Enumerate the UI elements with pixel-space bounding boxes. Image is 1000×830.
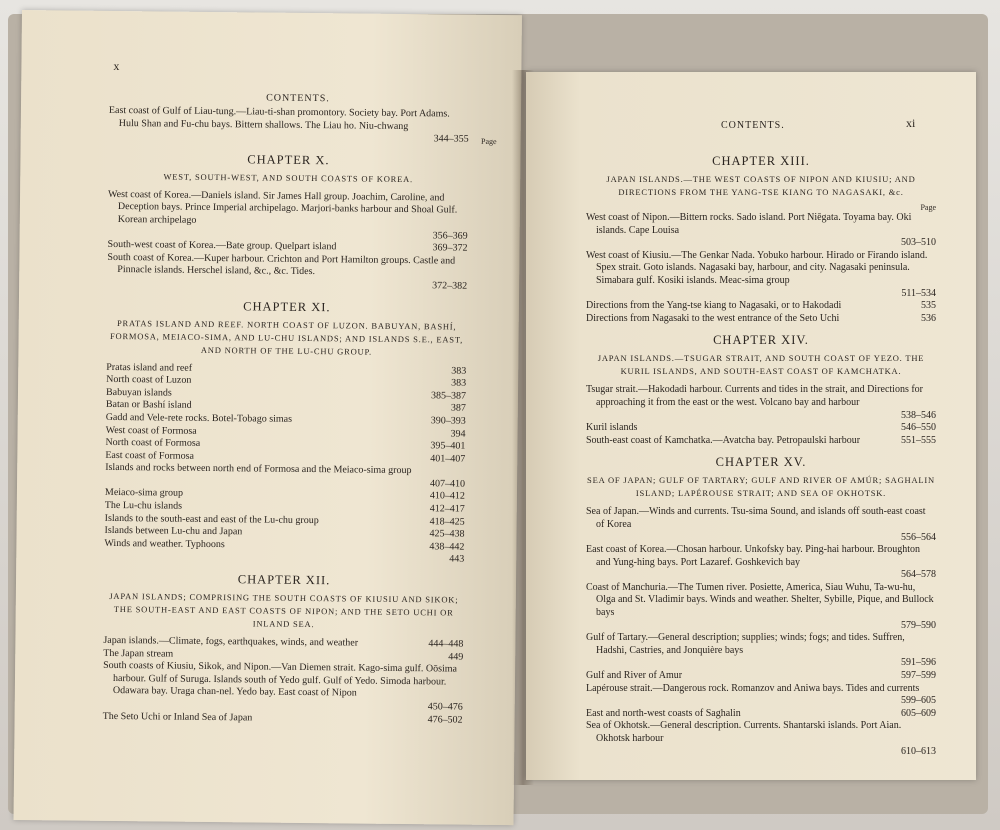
page-label: Page [481, 136, 497, 146]
toc-pages: 438–442 [429, 541, 465, 553]
right-page [526, 72, 976, 780]
chapter-xv [586, 455, 936, 780]
toc-pages: 412–417 [429, 503, 465, 515]
toc-entry: Directions from Nagasaki to the west entrance of the Seto Uchi [586, 312, 840, 324]
toc-pages: 605–609 [901, 707, 936, 719]
chapter-caption: SEA OF JAPAN; GULF OF TARTARY; GULF AND RIVER OF AMÚR; SAGHALIN ISLAND; LAPÉROUSE STRAIT; AND SEA OF OKHOTSK. [587, 475, 935, 499]
toc-pages: 394 [450, 428, 466, 440]
toc-entry: Babuyan islands [105, 386, 172, 399]
toc-pages: 556–564 [901, 531, 936, 543]
toc-pages: 597–599 [901, 670, 936, 682]
chapter-caption: WEST, SOUTH-WEST, AND SOUTH COASTS OF KOREA. [163, 171, 414, 184]
running-head-right: CONTENTS. [721, 120, 785, 131]
toc-entry: The Seto Uchi or Inland Sea of Japan [102, 710, 253, 724]
chapter-xi [104, 297, 467, 566]
right-contents [586, 146, 936, 780]
toc-pages: 476–502 [427, 713, 463, 726]
chapter-title: CHAPTER XIV. [713, 333, 809, 348]
toc-pages: 610–613 [901, 745, 936, 757]
toc-entry: Batan or Bashí island [105, 399, 192, 412]
toc-entry: Gulf of Tartary.—General description; supplies; winds; fogs; and tides. Suffren, Hadshi, Castries, and Jonquière bays [586, 632, 905, 656]
toc-pages: 395–401 [430, 440, 466, 452]
chapter-xii [103, 571, 465, 727]
toc-pages: 591–596 [901, 657, 936, 669]
toc-pages: 387 [450, 402, 466, 414]
toc-pages: 356–369 [432, 229, 468, 242]
toc-pages: 401–407 [430, 452, 466, 465]
toc-entry: Japan islands.—Climate, fogs, earthquakes, winds, and weather [103, 634, 359, 649]
left-page [14, 10, 522, 825]
toc-entry: North coast of Formosa [105, 436, 201, 449]
toc-entry: West coast of Formosa [105, 424, 197, 437]
page-number-right: xi [906, 116, 916, 130]
toc-pages: 599–605 [901, 695, 936, 707]
toc-pages: 410–412 [429, 490, 465, 503]
toc-pages: 449 [448, 651, 464, 663]
toc-entry: Tsugar strait.—Hakodadi harbour. Currents and tides in the strait, and Directions for approaching it from the east or the west. Volcano bay and harbour [586, 384, 923, 408]
toc-entry: Pratas island and reef [106, 361, 193, 374]
toc-entry: East coast of Formosa [105, 449, 194, 462]
chapter-xiv [586, 333, 936, 447]
toc-entry: West coast of Nipon.—Bittern rocks. Sado island. Port Niēgata. Toyama bay. Oki islands. Cape Louisa [586, 212, 912, 236]
toc-pages: 503–510 [901, 237, 936, 249]
toc-entry: East and north-west coasts of Saghalin [586, 707, 741, 719]
toc-entry: Coast of Manchuria.—The Tumen river. Posiette, America, Siau Wuhu, Ta-wu-hu, Olga and St. Vladimir bays. Winds and weather. Shelter, Sybille, Pique, and Bullock bays [586, 581, 934, 619]
toc-pages: 579–590 [901, 619, 936, 631]
toc-pages: 450–476 [427, 701, 463, 713]
toc-entry: South coasts of Kiusiu, Sikok, and Nipon.—Van Diemen strait. Kago-sima gulf. Oōsima harbour. Gulf of Suruga. Islands south of Yedo gulf. Gulf of Yedo. Simoda harbour. Odawara bay. Uraga chan-nel. Yedo bay. East coast of Nipon [103, 660, 458, 699]
toc-pages: 407–410 [430, 478, 466, 490]
chapter-caption: JAPAN ISLANDS.—TSUGAR STRAIT, AND SOUTH COAST OF YEZO. THE KURIL ISLANDS, AND SOUTH-EAST COAST OF KAMCHATKA. [597, 353, 925, 377]
toc-entry: Sea of Okhotsk.—General description. Currents. Shantarski islands. Port Aian. Okhotsk harbour [586, 720, 902, 744]
chapter-title: CHAPTER XI. [243, 298, 331, 314]
toc-entry: Gulf and River of Amur [586, 670, 683, 682]
toc-pages: 383 [451, 377, 467, 389]
chapter-caption: JAPAN ISLANDS.—THE WEST COASTS OF NIPON AND KIUSIU; AND DIRECTIONS FROM THE YANG-TSE KIANG TO NAGASAKI, &c. [606, 174, 916, 197]
toc-pages: 372–382 [432, 280, 468, 292]
page-number-left: x [113, 58, 120, 74]
toc-pages: 369–372 [432, 242, 468, 254]
toc-pages: 425–438 [429, 528, 465, 540]
toc-entry: Islands and rocks between north end of Formosa and the Meiaco-sima group [105, 462, 412, 477]
toc-pages: 551–555 [901, 434, 936, 446]
entry-pages: 344–355 [433, 133, 469, 145]
toc-pages: 385–387 [430, 390, 467, 402]
toc-entry: The Japan stream [103, 647, 174, 660]
toc-entry: Islands between Lu-chu and Japan [104, 525, 243, 538]
entry-text: East coast of Gulf of Liau-tung.—Liau-ti-shan promontory. Society bay. Port Adams. Hulu Shan and Fu-chu bays. Bittern shallows. The Liau ho. Niu-chwang [108, 104, 450, 132]
toc-pages: 511–534 [901, 287, 936, 299]
running-head-left: CONTENTS. [266, 92, 330, 105]
toc-entry: South-east coast of Kamchatka.—Avatcha bay. Petropaulski harbour [586, 434, 861, 446]
chapter-title: CHAPTER X. [247, 152, 330, 168]
toc-entry: South coast of Korea.—Kuper harbour. Crichton and Port Hamilton groups. Castle and Pinnacle islands. Herschel island, &c., &c. Tides. [107, 251, 456, 278]
chapter-title: CHAPTER XV. [715, 455, 807, 470]
toc-entry: North coast of Luzon [106, 374, 192, 386]
toc-pages: 444–448 [428, 638, 464, 650]
toc-entry: Directions from the Yang-tse kiang to Nagasaki, or to Hakodadi [586, 300, 842, 312]
toc-pages: 390–393 [430, 415, 466, 427]
toc-pages: 418–425 [429, 515, 465, 528]
toc-entry: East coast of Korea.—Chosan harbour. Unkofsky bay. Ping-hai harbour. Broughton and Yung-hing bays. Port Lazaref. Goshkevich bay [586, 544, 921, 568]
chapter-xiii [586, 154, 936, 325]
chapter-x [107, 151, 468, 294]
toc-pages: 443 [449, 553, 465, 566]
toc-entry: Meiaco-sima group [104, 487, 184, 500]
toc-pages: 538–546 [901, 409, 936, 421]
toc-pages: 536 [921, 312, 936, 324]
chapter-caption: JAPAN ISLANDS; COMPRISING THE SOUTH COASTS OF KIUSIU AND SIKOK; THE SOUTH-EAST AND EAST COASTS OF NIPON; AND THE SETO UCHI OR INLAND SEA. [109, 590, 459, 630]
toc-pages: 564–578 [901, 569, 936, 581]
toc-entry: West coast of Korea.—Daniels island. Sir James Hall group. Joachim, Caroline, and Deception bays. Prince Imperial archipelago. Marjori-banks harbour and Shoal Gulf. Korean archipelago [108, 188, 458, 226]
toc-entry: Lapérouse strait.—Dangerous rock. Romanzov and Aniwa bays. Tides and currents [586, 682, 920, 694]
left-contents [102, 104, 497, 727]
page-label: Page [920, 203, 936, 212]
toc-pages: 383 [451, 365, 467, 377]
chapter-title: CHAPTER XIII. [712, 154, 810, 168]
toc-entry: South-west coast of Korea.—Bate group. Quelpart island [107, 239, 337, 253]
chapter-caption: PRATAS ISLAND AND REEF. NORTH COAST OF LUZON. BABUYAN, BASHÍ, FORMOSA, MEIACO-SIMA, AND LU-CHU ISLANDS; AND ISLANDS S.E., EAST, AND NORTH OF THE LU-CHU GROUP. [109, 317, 464, 357]
toc-entry: Gadd and Vele-rete rocks. Botel-Tobago simas [105, 411, 293, 425]
intro-entry [108, 104, 497, 147]
toc-entry: West coast of Kiusiu.—The Genkar Nada. Yobuko harbour. Hirado or Firando island. Spex strait. Goto islands. Nagasaki bay, harbour, and city. Nagasaki peninsula. Simabara gulf. Kosiki islands. Meac-sima group [586, 249, 928, 286]
toc-entry: Islands to the south-east and east of the Lu-chu group [104, 512, 319, 526]
chapter-title: CHAPTER XII. [237, 572, 331, 588]
toc-entry: Winds and weather. Typhoons [104, 537, 225, 550]
toc-entry: The Lu-chu islands [104, 499, 183, 512]
toc-entry: Kuril islands [586, 422, 638, 434]
toc-entry: Sea of Japan.—Winds and currents. Tsu-sima Sound, and islands off south-east coast of Korea [586, 506, 926, 530]
toc-pages: 546–550 [901, 422, 936, 434]
toc-pages: 535 [921, 300, 936, 312]
